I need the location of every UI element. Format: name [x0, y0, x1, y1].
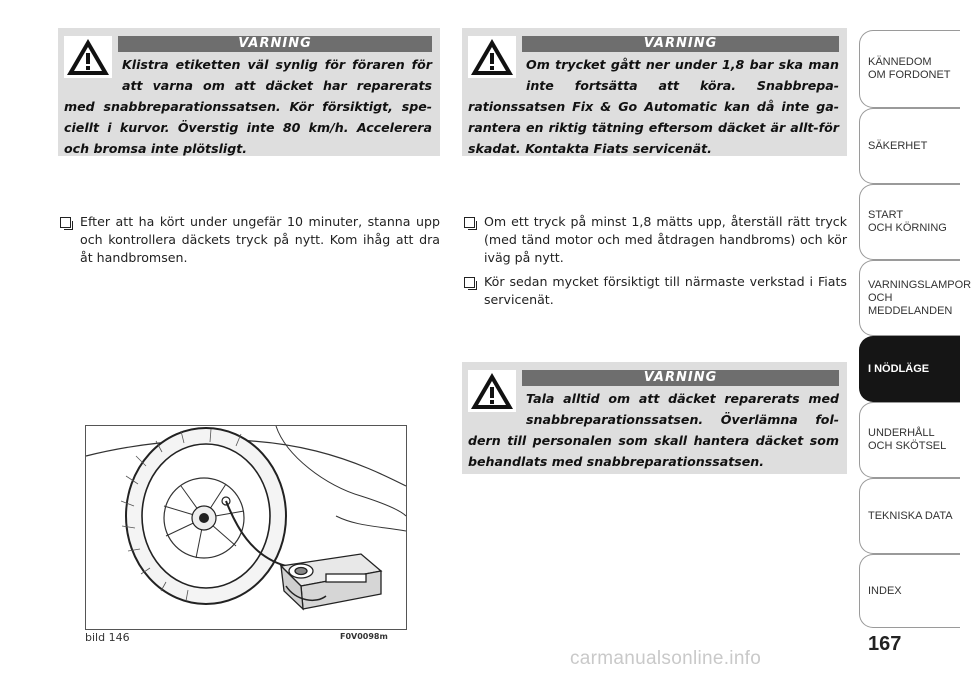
- list-item: Kör sedan mycket försiktigt till närmaste verkstad i Fiats servicenät.: [462, 273, 847, 309]
- figure-label: bild 146: [85, 631, 130, 644]
- tab-sakerhet[interactable]: SÄKERHET: [859, 108, 960, 184]
- watermark: carmanualsonline.info: [570, 648, 762, 669]
- checkbox-square-icon: [60, 217, 71, 228]
- warning-box-3: [462, 362, 847, 474]
- warning-title: VARNING: [522, 36, 839, 52]
- checkbox-square-icon: [464, 217, 475, 228]
- checkbox-square-icon: [464, 277, 475, 288]
- warning-box-1: [58, 28, 440, 156]
- tab-i-nodlage[interactable]: I NÖDLÄGE: [859, 336, 960, 402]
- page-number: 167: [868, 633, 902, 655]
- tire-repair-illustration: [85, 425, 407, 630]
- warning-text: Klistra etiketten väl synlig för föraren för att varna om att däcket har reparerats med snabbreparationssatsen. Kör försiktigt, spe-ciellt i kurvor. Överstig inte 80 km/h. Accelerera och bromsa inte plötsligt.: [64, 57, 432, 156]
- warning-title: VARNING: [522, 370, 839, 386]
- tab-tekniska-data[interactable]: TEKNISKA DATA: [859, 478, 960, 554]
- list-item: Om ett tryck på minst 1,8 mätts upp, återställ rätt tryck (med tänd motor och med åtdragen handbroms) och kör iväg på nytt.: [462, 213, 847, 267]
- tire-with-compressor-image: [86, 426, 406, 629]
- right-bullet-list: [462, 213, 847, 315]
- tab-underhall[interactable]: UNDERHÅLL OCH SKÖTSEL: [859, 402, 960, 478]
- warning-box-2: [462, 28, 847, 156]
- list-item: Efter att ha kört under ungefär 10 minuter, stanna upp och kontrollera däckets tryck på nytt. Kom ihåg att dra åt handbromsen.: [58, 213, 440, 267]
- tab-varningslampor[interactable]: VARNINGSLAMPOR OCH MEDDELANDEN: [859, 260, 960, 336]
- left-bullet-list: [58, 213, 440, 273]
- tab-kannedom[interactable]: KÄNNEDOM OM FORDONET: [859, 30, 960, 108]
- tab-start[interactable]: START OCH KÖRNING: [859, 184, 960, 260]
- warning-text: Tala alltid om att däcket reparerats med snabbreparationssatsen. Överlämna fol-dern till personalen som skall hantera däcket som behandlats med snabbreparationssatsen.: [468, 391, 839, 469]
- tab-index[interactable]: INDEX: [859, 554, 960, 628]
- figure-code: F0V0098m: [340, 632, 388, 641]
- warning-title: VARNING: [118, 36, 432, 52]
- warning-text: Om trycket gått ner under 1,8 bar ska man inte fortsätta att köra. Snabbrepa-rationssatsen Fix & Go Automatic kan då inte ga-rantera en riktig tätning eftersom däcket är allt-för skadat. Kontakta Fiats servicenät.: [468, 57, 839, 156]
